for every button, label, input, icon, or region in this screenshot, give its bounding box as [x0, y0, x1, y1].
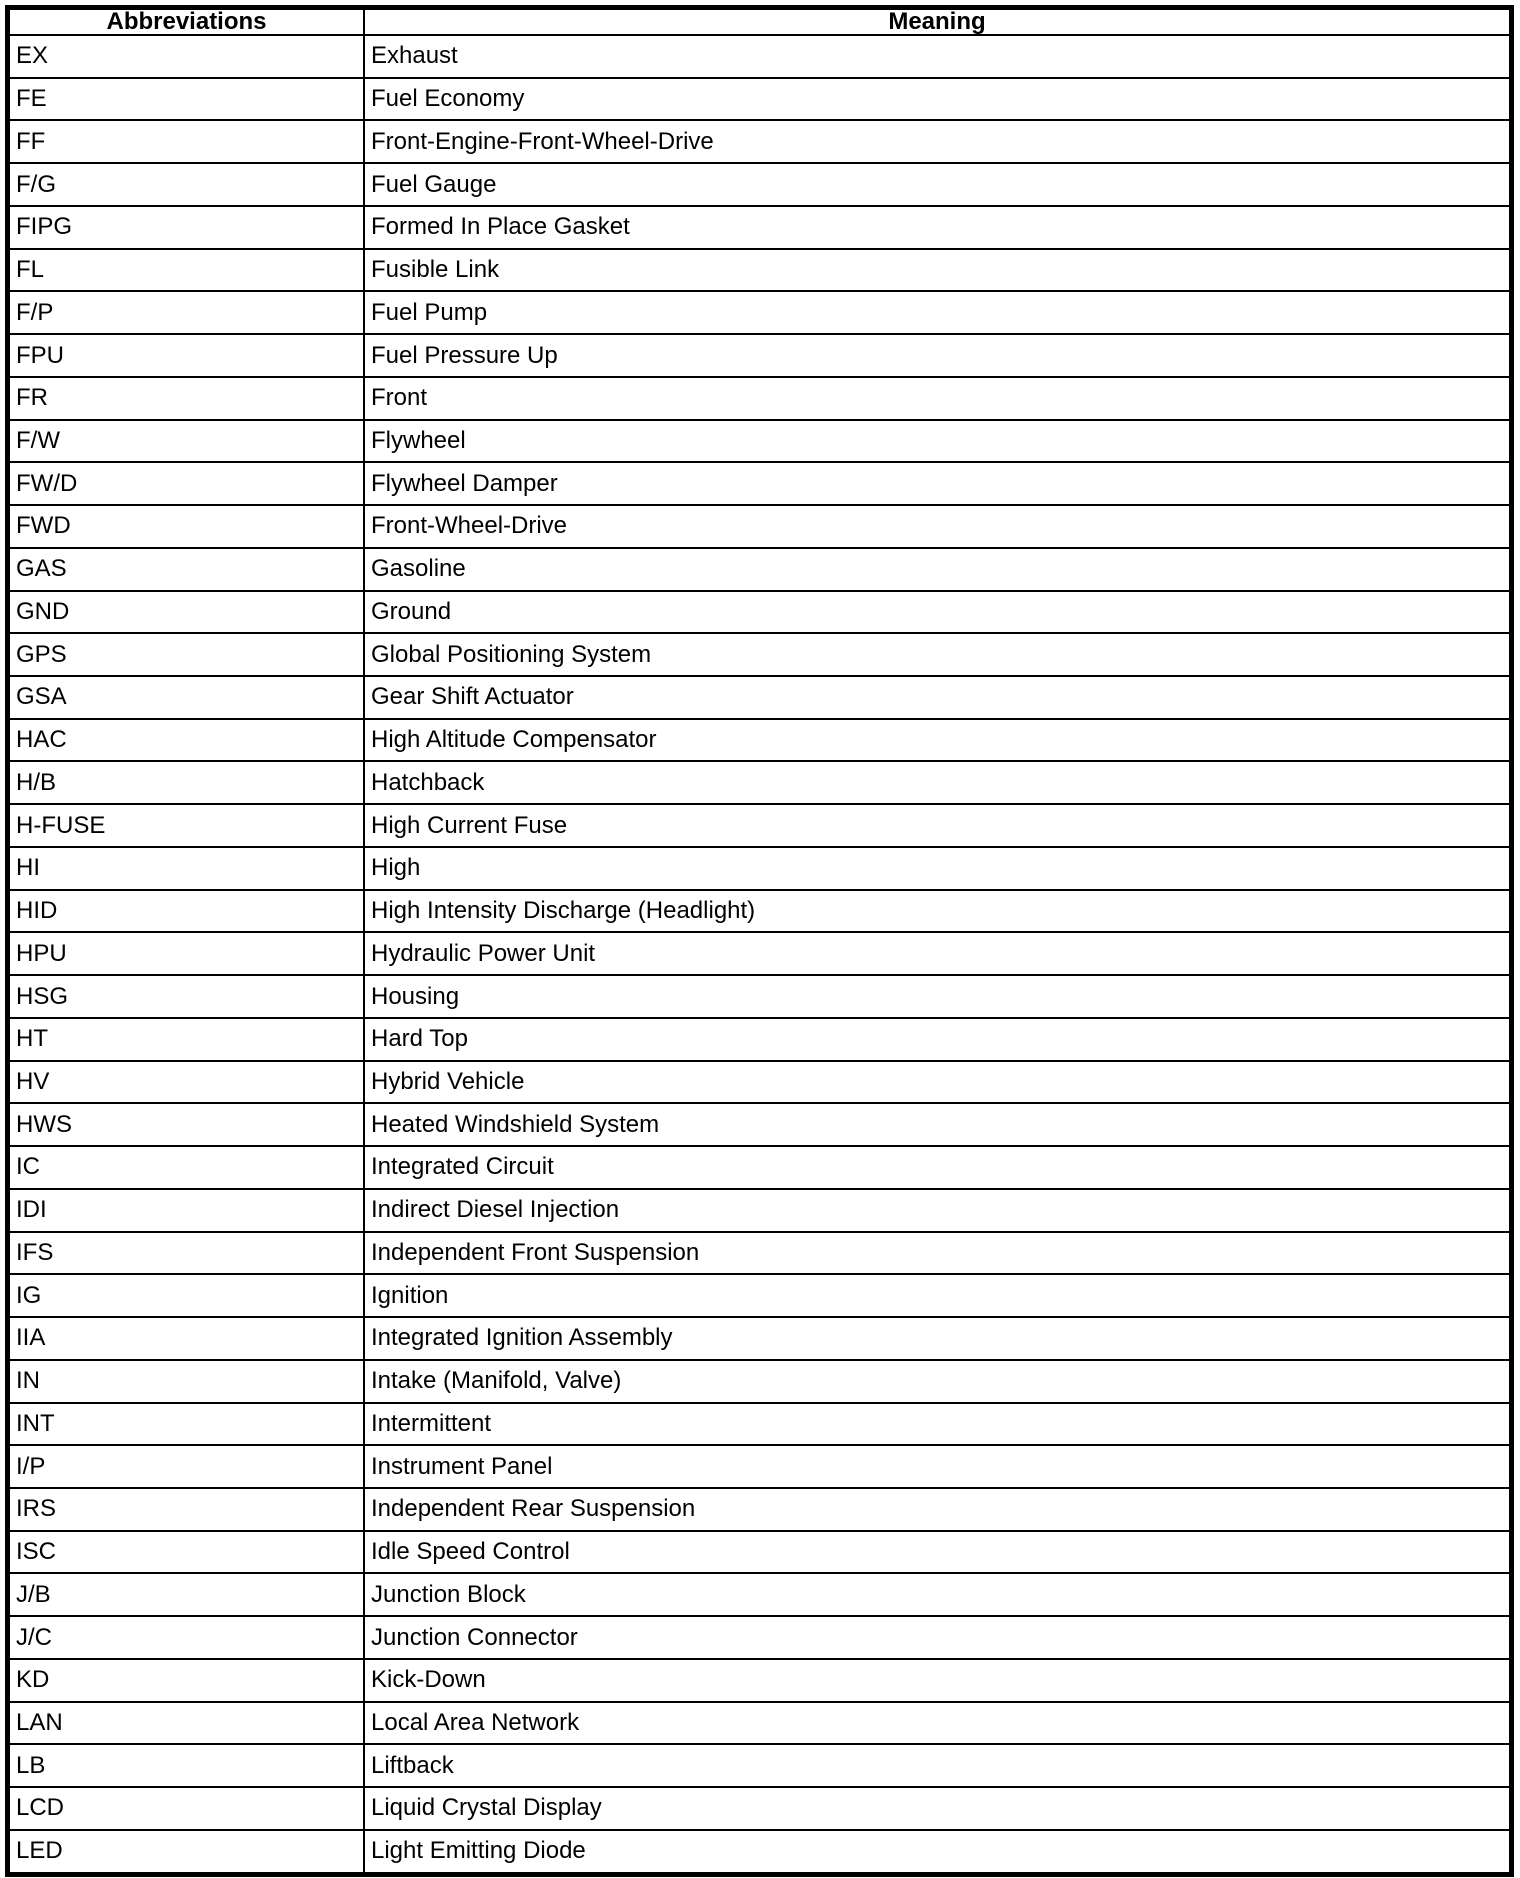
meaning-cell: Gear Shift Actuator [364, 676, 1510, 719]
meaning-cell: Hard Top [364, 1018, 1510, 1061]
abbreviations-table-container [5, 5, 1514, 1877]
table-row [9, 1018, 1510, 1061]
abbreviation-cell: FE [9, 78, 364, 121]
table-row [9, 334, 1510, 377]
header-abbreviations: Abbreviations [9, 9, 364, 35]
abbreviation-cell: LB [9, 1744, 364, 1787]
abbreviation-cell: IN [9, 1360, 364, 1403]
meaning-cell: Indirect Diesel Injection [364, 1189, 1510, 1232]
meaning-cell: Front-Engine-Front-Wheel-Drive [364, 120, 1510, 163]
abbreviation-cell: KD [9, 1659, 364, 1702]
abbreviation-cell: GSA [9, 676, 364, 719]
meaning-cell: Formed In Place Gasket [364, 206, 1510, 249]
meaning-cell: Front-Wheel-Drive [364, 505, 1510, 548]
abbreviation-cell: GND [9, 591, 364, 634]
table-row [9, 1317, 1510, 1360]
meaning-cell: High Altitude Compensator [364, 719, 1510, 762]
abbreviation-cell: H-FUSE [9, 804, 364, 847]
abbreviation-cell: IRS [9, 1488, 364, 1531]
meaning-cell: Junction Connector [364, 1616, 1510, 1659]
table-row [9, 120, 1510, 163]
abbreviation-cell: IFS [9, 1232, 364, 1275]
table-row [9, 377, 1510, 420]
meaning-cell: Integrated Circuit [364, 1146, 1510, 1189]
table-row [9, 548, 1510, 591]
meaning-cell: Front [364, 377, 1510, 420]
abbreviation-cell: LAN [9, 1702, 364, 1745]
abbreviation-cell: GPS [9, 633, 364, 676]
meaning-cell: High Current Fuse [364, 804, 1510, 847]
abbreviation-cell: IDI [9, 1189, 364, 1232]
meaning-cell: Idle Speed Control [364, 1531, 1510, 1574]
table-row [9, 1146, 1510, 1189]
table-row [9, 1787, 1510, 1830]
meaning-cell: High Intensity Discharge (Headlight) [364, 890, 1510, 933]
abbreviation-cell: GAS [9, 548, 364, 591]
table-row [9, 249, 1510, 292]
abbreviation-cell: LCD [9, 1787, 364, 1830]
meaning-cell: Gasoline [364, 548, 1510, 591]
table-row [9, 1830, 1510, 1873]
table-row [9, 163, 1510, 206]
abbreviation-cell: H/B [9, 761, 364, 804]
abbreviation-cell: FR [9, 377, 364, 420]
meaning-cell: Ground [364, 591, 1510, 634]
abbreviation-cell: FW/D [9, 462, 364, 505]
abbreviation-cell: HAC [9, 719, 364, 762]
meaning-cell: High [364, 847, 1510, 890]
meaning-cell: Liquid Crystal Display [364, 1787, 1510, 1830]
abbreviation-cell: J/B [9, 1573, 364, 1616]
header-row [9, 9, 1510, 35]
table-row [9, 1573, 1510, 1616]
abbreviation-cell: FIPG [9, 206, 364, 249]
meaning-cell: Liftback [364, 1744, 1510, 1787]
table-row [9, 719, 1510, 762]
abbreviation-cell: HT [9, 1018, 364, 1061]
table-row [9, 1403, 1510, 1446]
table-row [9, 1702, 1510, 1745]
abbreviation-cell: HID [9, 890, 364, 933]
meaning-cell: Local Area Network [364, 1702, 1510, 1745]
meaning-cell: Hydraulic Power Unit [364, 932, 1510, 975]
table-row [9, 1360, 1510, 1403]
meaning-cell: Housing [364, 975, 1510, 1018]
table-row [9, 78, 1510, 121]
abbreviation-cell: I/P [9, 1445, 364, 1488]
table-row [9, 35, 1510, 78]
abbreviation-cell: INT [9, 1403, 364, 1446]
abbreviation-cell: ISC [9, 1531, 364, 1574]
meaning-cell: Fusible Link [364, 249, 1510, 292]
table-row [9, 1531, 1510, 1574]
table-row [9, 291, 1510, 334]
table-row [9, 1274, 1510, 1317]
abbreviations-table [8, 8, 1511, 1874]
table-row [9, 1616, 1510, 1659]
table-row [9, 591, 1510, 634]
meaning-cell: Light Emitting Diode [364, 1830, 1510, 1873]
table-row [9, 1445, 1510, 1488]
meaning-cell: Ignition [364, 1274, 1510, 1317]
abbreviation-cell: HPU [9, 932, 364, 975]
meaning-cell: Fuel Pressure Up [364, 334, 1510, 377]
meaning-cell: Global Positioning System [364, 633, 1510, 676]
table-row [9, 975, 1510, 1018]
table-row [9, 676, 1510, 719]
meaning-cell: Flywheel [364, 420, 1510, 463]
abbreviation-cell: FF [9, 120, 364, 163]
meaning-cell: Kick-Down [364, 1659, 1510, 1702]
abbreviation-cell: LED [9, 1830, 364, 1873]
meaning-cell: Instrument Panel [364, 1445, 1510, 1488]
meaning-cell: Fuel Pump [364, 291, 1510, 334]
abbreviation-cell: F/G [9, 163, 364, 206]
abbreviation-cell: FWD [9, 505, 364, 548]
meaning-cell: Flywheel Damper [364, 462, 1510, 505]
table-row [9, 1744, 1510, 1787]
table-row [9, 1061, 1510, 1104]
table-row [9, 462, 1510, 505]
meaning-cell: Junction Block [364, 1573, 1510, 1616]
table-row [9, 1659, 1510, 1702]
table-body [9, 35, 1510, 1873]
meaning-cell: Intake (Manifold, Valve) [364, 1360, 1510, 1403]
abbreviation-cell: FL [9, 249, 364, 292]
table-row [9, 420, 1510, 463]
meaning-cell: Independent Front Suspension [364, 1232, 1510, 1275]
abbreviation-cell: HWS [9, 1103, 364, 1146]
table-row [9, 1232, 1510, 1275]
table-row [9, 1103, 1510, 1146]
abbreviation-cell: FPU [9, 334, 364, 377]
abbreviation-cell: EX [9, 35, 364, 78]
header-meaning: Meaning [364, 9, 1510, 35]
abbreviation-cell: IIA [9, 1317, 364, 1360]
meaning-cell: Exhaust [364, 35, 1510, 78]
meaning-cell: Intermittent [364, 1403, 1510, 1446]
table-row [9, 206, 1510, 249]
meaning-cell: Fuel Economy [364, 78, 1510, 121]
abbreviation-cell: F/W [9, 420, 364, 463]
table-row [9, 1488, 1510, 1531]
meaning-cell: Integrated Ignition Assembly [364, 1317, 1510, 1360]
table-row [9, 633, 1510, 676]
abbreviation-cell: IC [9, 1146, 364, 1189]
meaning-cell: Heated Windshield System [364, 1103, 1510, 1146]
meaning-cell: Independent Rear Suspension [364, 1488, 1510, 1531]
abbreviation-cell: J/C [9, 1616, 364, 1659]
table-row [9, 761, 1510, 804]
table-row [9, 890, 1510, 933]
meaning-cell: Fuel Gauge [364, 163, 1510, 206]
abbreviation-cell: HSG [9, 975, 364, 1018]
table-row [9, 1189, 1510, 1232]
table-row [9, 804, 1510, 847]
abbreviation-cell: HI [9, 847, 364, 890]
table-row [9, 505, 1510, 548]
abbreviation-cell: IG [9, 1274, 364, 1317]
table-row [9, 932, 1510, 975]
table-row [9, 847, 1510, 890]
abbreviation-cell: HV [9, 1061, 364, 1104]
meaning-cell: Hybrid Vehicle [364, 1061, 1510, 1104]
meaning-cell: Hatchback [364, 761, 1510, 804]
abbreviation-cell: F/P [9, 291, 364, 334]
